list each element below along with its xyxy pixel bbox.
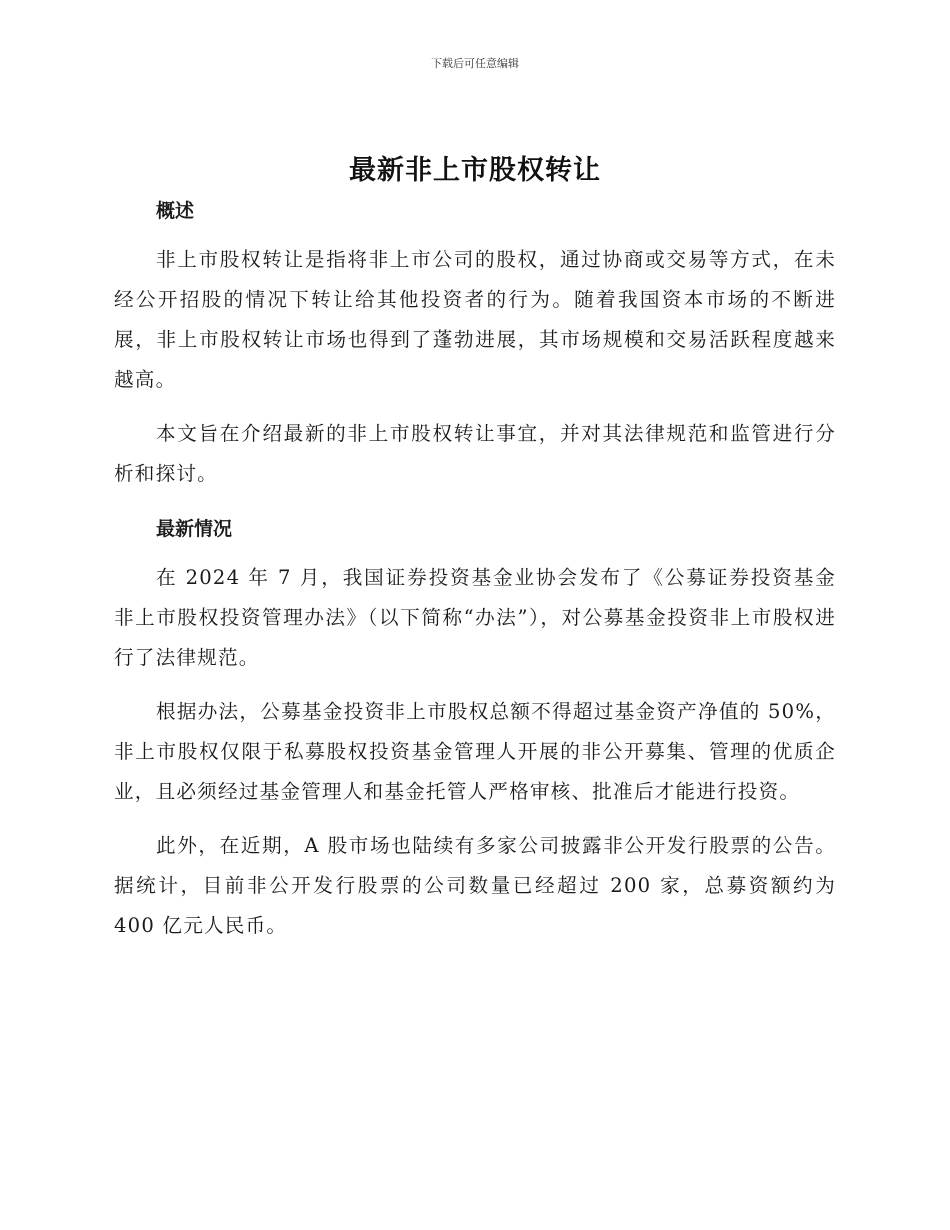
paragraph: 非上市股权转让是指将非上市公司的股权，通过协商或交易等方式，在未经公开招股的情况下转让给其他投资者的行为。随着我国资本市场的不断进展，非上市股权转让市场也得到了蓬勃进展，其市场规模和交易活跃程度越来越高。 [114,248,836,391]
page-header-note: 下载后可任意编辑 [431,57,519,70]
paragraph: 根据办法，公募基金投资非上市股权总额不得超过基金资产净值的 50%，非上市股权仅限于私募股权投资基金管理人开展的非公开募集、管理的优质企业，且必须经过基金管理人和基金托管人严格审核、批准后才能进行投资。 [114,700,836,803]
section-heading-latest: 最新情况 [156,518,233,540]
paragraph: 此外，在近期，A 股市场也陆续有多家公司披露非公开发行股票的公告。据统计，目前非公开发行股票的公司数量已经超过 200 家，总募资额约为 400 亿元人民币。 [114,834,836,937]
paragraph: 在 2024 年 7 月，我国证券投资基金业协会发布了《公募证券投资基金非上市股权投资管理办法》（以下简称“办法”），对公募基金投资非上市股权进行了法律规范。 [114,566,836,669]
document-title: 最新非上市股权转让 [349,155,601,186]
paragraph: 本文旨在介绍最新的非上市股权转让事宜，并对其法律规范和监管进行分析和探讨。 [114,422,836,485]
section-heading-overview: 概述 [156,200,195,222]
document-body [114,196,836,946]
